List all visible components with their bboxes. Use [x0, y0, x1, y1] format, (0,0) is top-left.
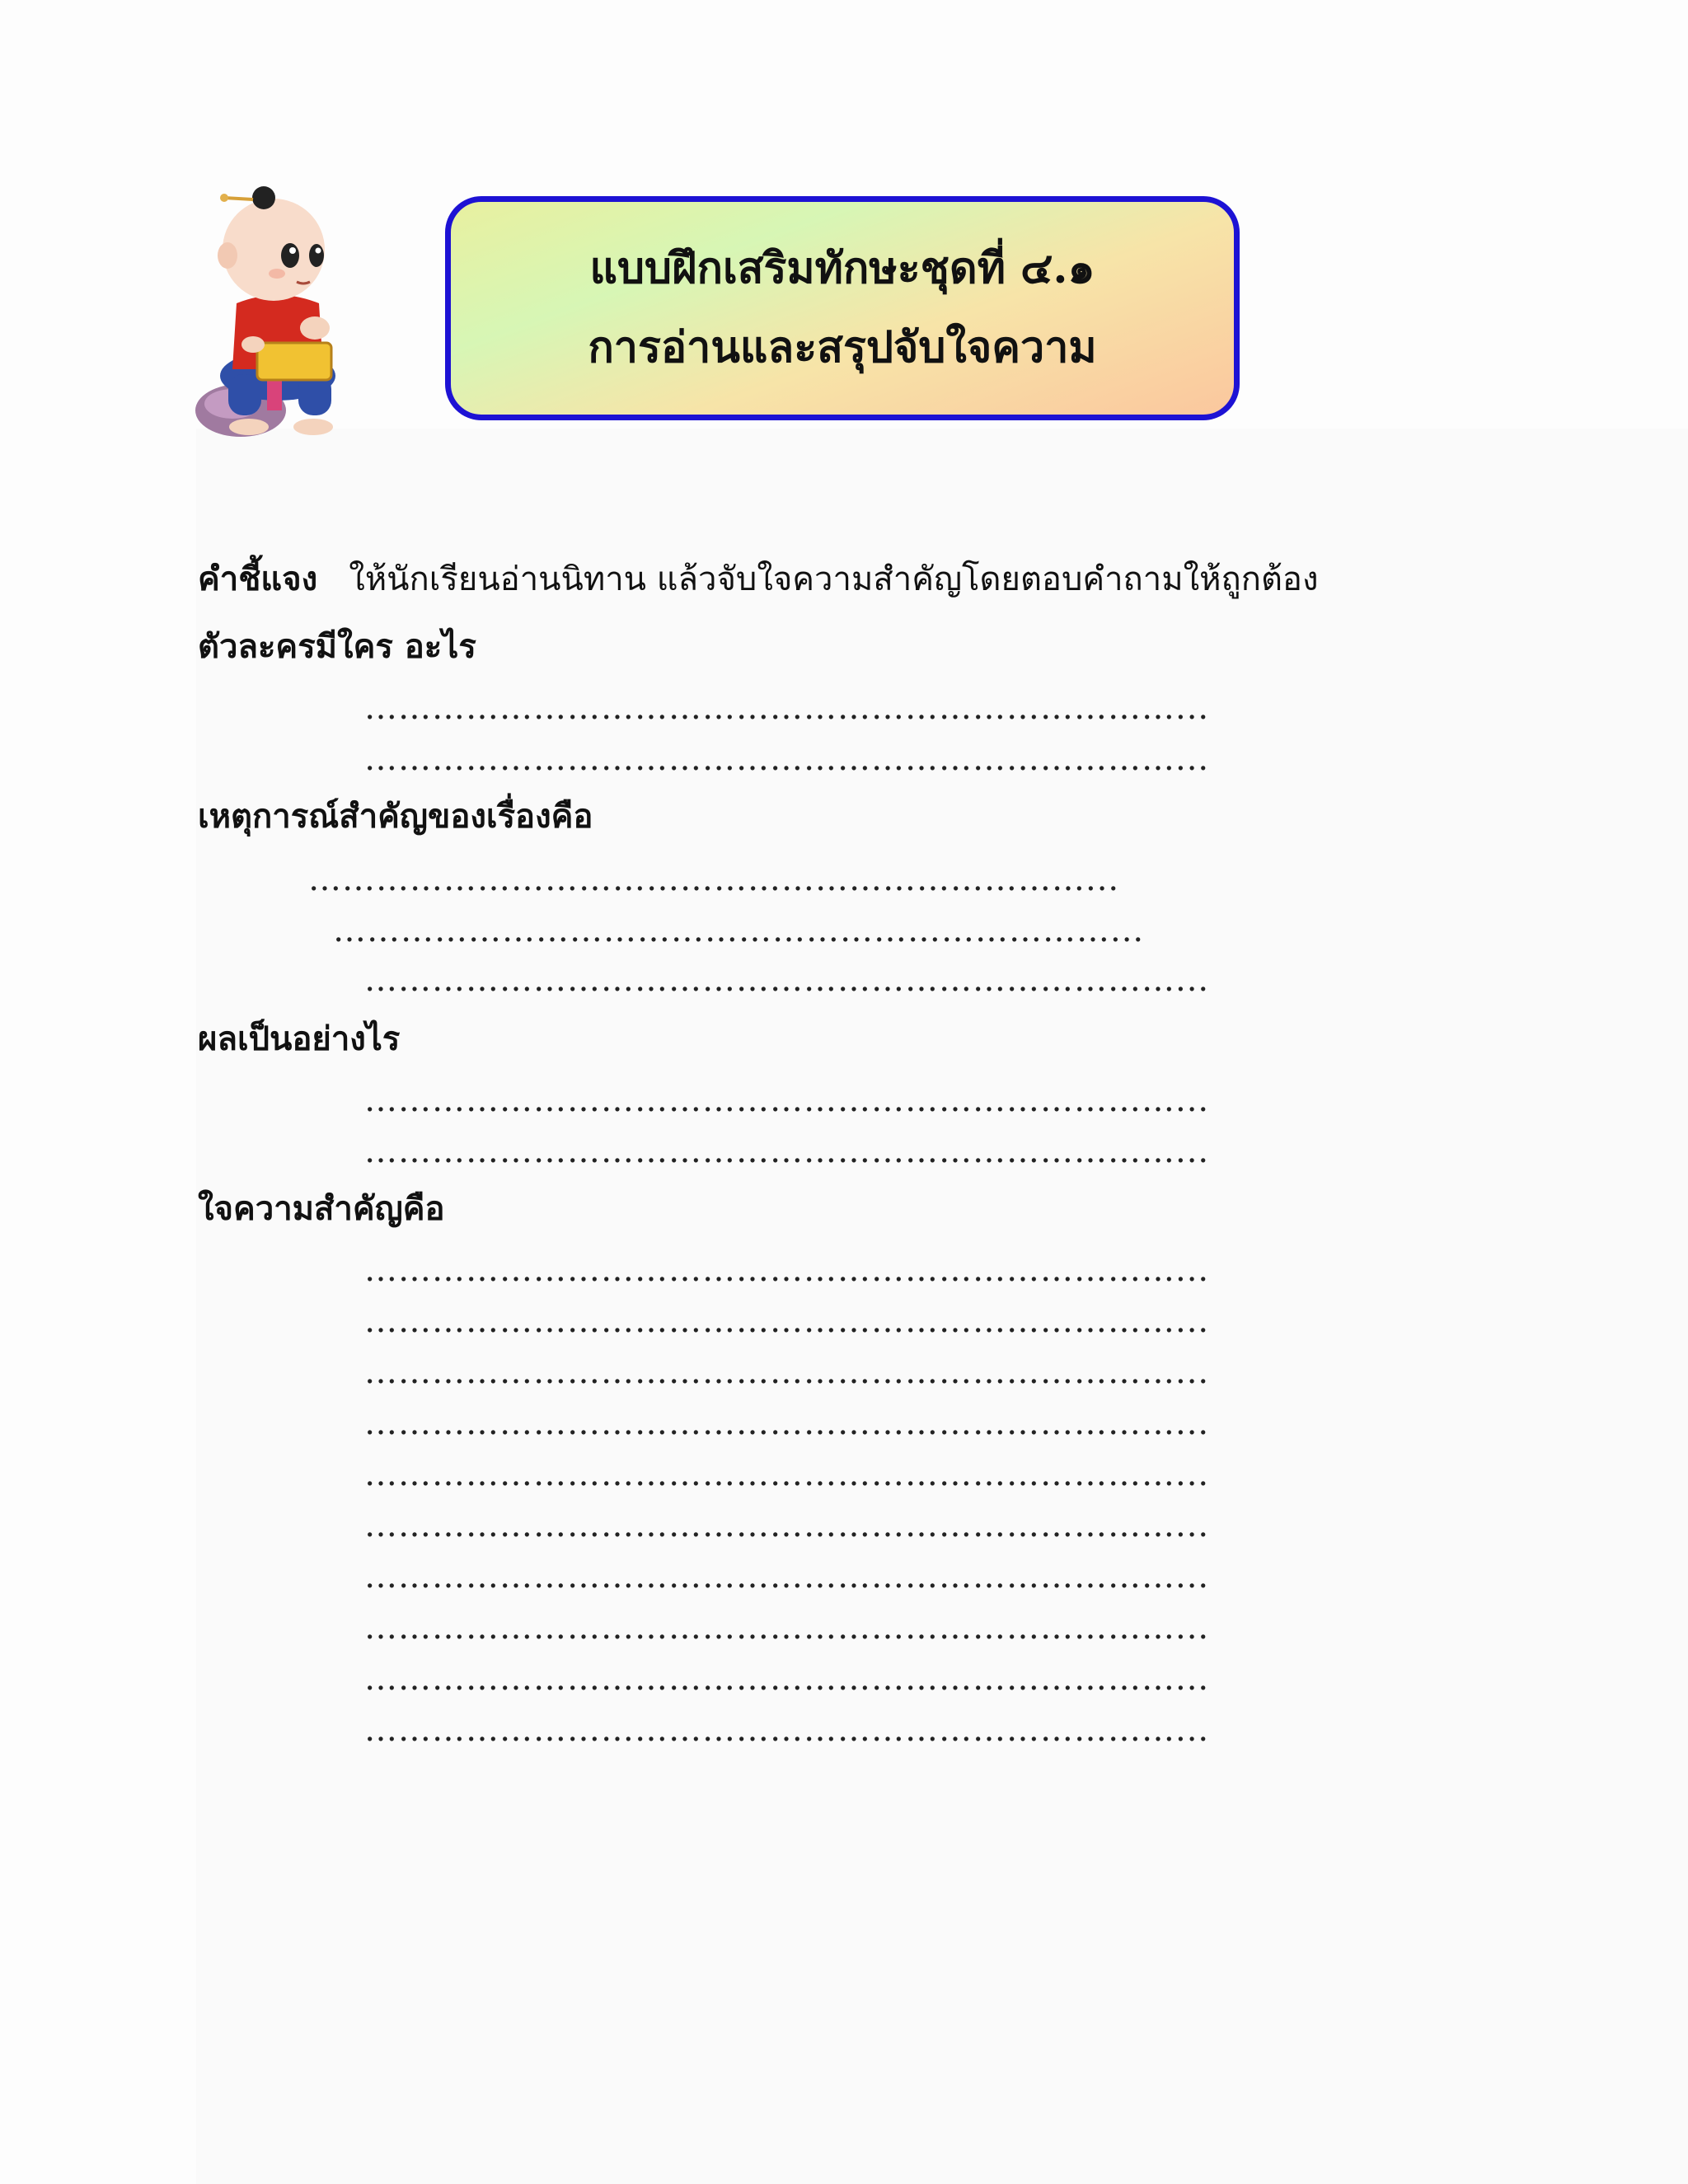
answer-line[interactable]: ………………………………………………………………...: [364, 961, 1210, 999]
answer-line[interactable]: ……………………………………………………………...: [333, 912, 1145, 949]
answer-line[interactable]: ………………………………………………………………...: [364, 1609, 1210, 1647]
answer-line[interactable]: ………………………………………………………………...: [364, 1558, 1210, 1596]
answer-line[interactable]: ………………………………………………………………...: [364, 689, 1210, 727]
answer-line[interactable]: ……………………………………………………………...: [308, 860, 1120, 898]
answer-line[interactable]: ………………………………………………………………...: [364, 1302, 1210, 1340]
answer-line[interactable]: ………………………………………………………………...: [364, 1507, 1210, 1544]
worksheet-subtitle: การอ่านและสรุปจับใจความ: [588, 322, 1097, 373]
answer-line[interactable]: ………………………………………………………………...: [364, 740, 1210, 778]
instructions-row: [198, 552, 1318, 605]
answer-line[interactable]: ………………………………………………………………...: [364, 1711, 1210, 1749]
answer-line[interactable]: ………………………………………………………………...: [364, 1251, 1210, 1289]
question-key-events: เหตุการณ์สำคัญของเรื่องคือ: [198, 797, 593, 836]
question-result: ผลเป็นอย่างไร: [198, 1019, 401, 1058]
instructions-text: ให้นักเรียนอ่านนิทาน แล้วจับใจความสำคัญโดยตอบคำถามให้ถูกต้อง: [349, 560, 1319, 598]
worksheet-title: แบบฝึกเสริมทักษะชุดที่ ๔.๑: [589, 243, 1095, 293]
worksheet-title-box: [445, 196, 1240, 420]
answer-line[interactable]: ………………………………………………………………...: [364, 1353, 1210, 1391]
mascot-illustration: [191, 180, 373, 452]
answer-line[interactable]: ………………………………………………………………...: [364, 1132, 1210, 1170]
answer-line[interactable]: ………………………………………………………………...: [364, 1455, 1210, 1493]
question-main-idea: ใจความสำคัญคือ: [198, 1189, 445, 1228]
answer-line[interactable]: ………………………………………………………………...: [364, 1081, 1210, 1119]
answer-line[interactable]: ………………………………………………………………...: [364, 1404, 1210, 1442]
instructions-label: คำชี้แจง: [198, 560, 318, 598]
answer-line[interactable]: ………………………………………………………………...: [364, 1660, 1210, 1698]
question-characters: ตัวละครมีใคร อะไร: [198, 627, 476, 666]
